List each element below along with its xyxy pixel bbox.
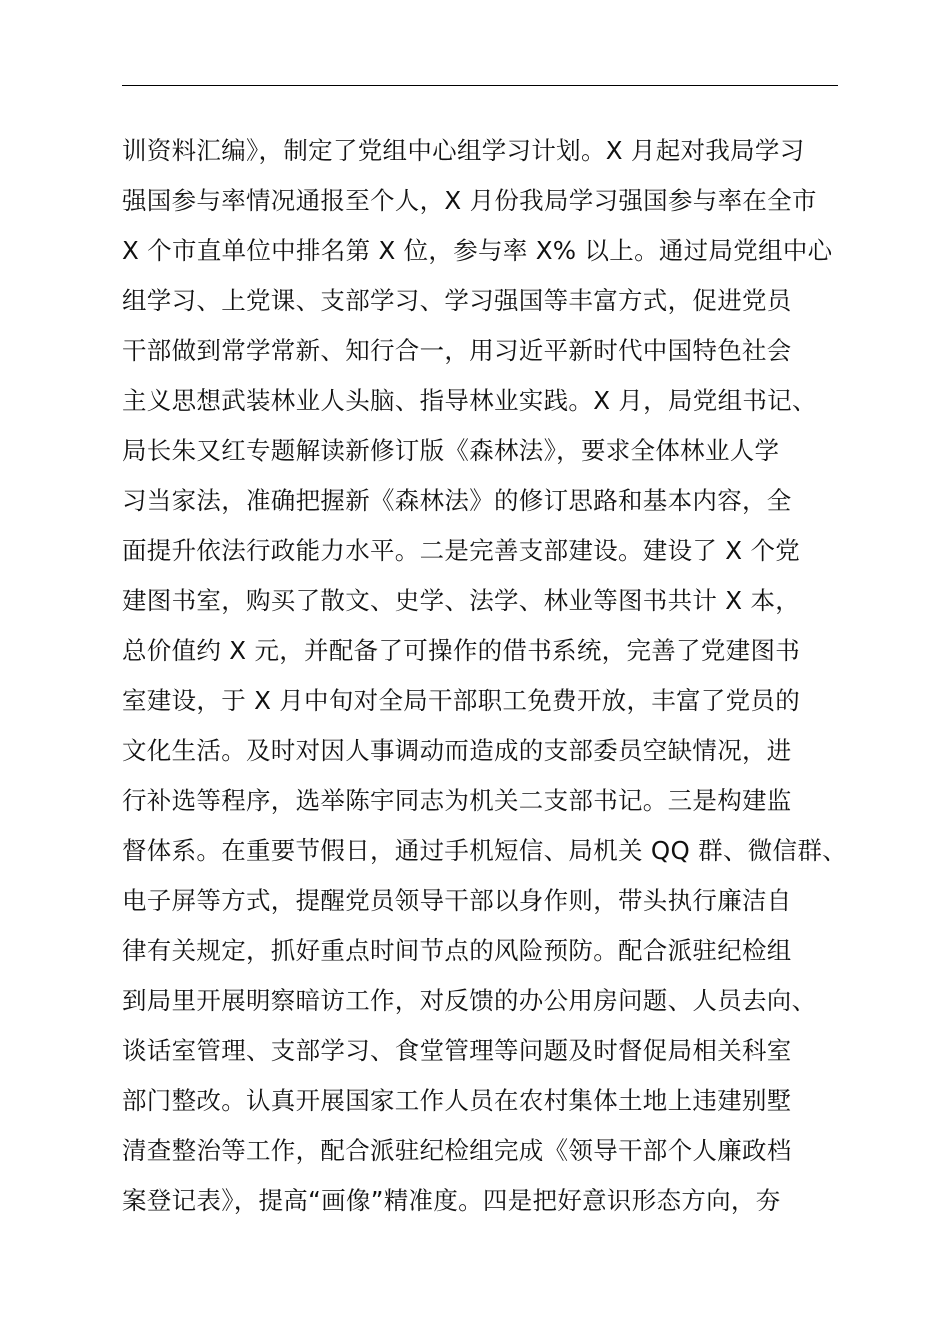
text-line: 室建设，于 X 月中旬对全局干部职工免费开放，丰富了党员的 — [122, 686, 801, 715]
text-line: 总价值约 X 元，并配备了可操作的借书系统，完善了党建图书 — [122, 636, 801, 665]
text-line: 习当家法，准确把握新《森林法》的修订思路和基本内容，全 — [122, 486, 792, 515]
text-line: 督体系。在重要节假日，通过手机短信、局机关 QQ 群、微信群、 — [122, 836, 847, 865]
text-line: 文化生活。及时对因人事调动而造成的支部委员空缺情况，进 — [122, 736, 792, 765]
text-line: 强国参与率情况通报至个人，X 月份我局学习强国参与率在全市 — [122, 186, 817, 215]
text-line: 案登记表》，提高“画像”精准度。四是把好意识形态方向，夯 — [122, 1186, 781, 1215]
text-line: 谈话室管理、支部学习、食堂管理等问题及时督促局相关科室 — [122, 1036, 792, 1065]
text-line: 部门整改。认真开展国家工作人员在农村集体土地上违建别墅 — [122, 1086, 792, 1115]
body-text — [122, 126, 852, 1226]
text-line: 电子屏等方式，提醒党员领导干部以身作则，带头执行廉洁自 — [122, 886, 792, 915]
text-line: 组学习、上党课、支部学习、学习强国等丰富方式，促进党员 — [122, 286, 792, 315]
text-line: 干部做到常学常新、知行合一，用习近平新时代中国特色社会 — [122, 336, 792, 365]
text-line: 清查整治等工作，配合派驻纪检组完成《领导干部个人廉政档 — [122, 1136, 792, 1165]
text-line: 行补选等程序，选举陈宇同志为机关二支部书记。三是构建监 — [122, 786, 792, 815]
text-line: 律有关规定，抓好重点时间节点的风险预防。配合派驻纪检组 — [122, 936, 792, 965]
text-line: 主义思想武装林业人头脑、指导林业实践。X 月，局党组书记、 — [122, 386, 817, 415]
text-line: 局长朱又红专题解读新修订版《森林法》，要求全体林业人学 — [122, 436, 780, 465]
text-line: X 个市直单位中排名第 X 位，参与率 X% 以上。通过局党组中心 — [122, 236, 833, 265]
text-line: 到局里开展明察暗访工作，对反馈的办公用房问题、人员去向、 — [122, 986, 817, 1015]
text-line: 建图书室，购买了散文、史学、法学、林业等图书共计 X 本， — [122, 586, 801, 615]
text-line: 训资料汇编》，制定了党组中心组学习计划。X 月起对我局学习 — [122, 136, 805, 165]
text-line: 面提升依法行政能力水平。二是完善支部建设。建设了 X 个党 — [122, 536, 801, 565]
header-rule — [122, 85, 838, 86]
